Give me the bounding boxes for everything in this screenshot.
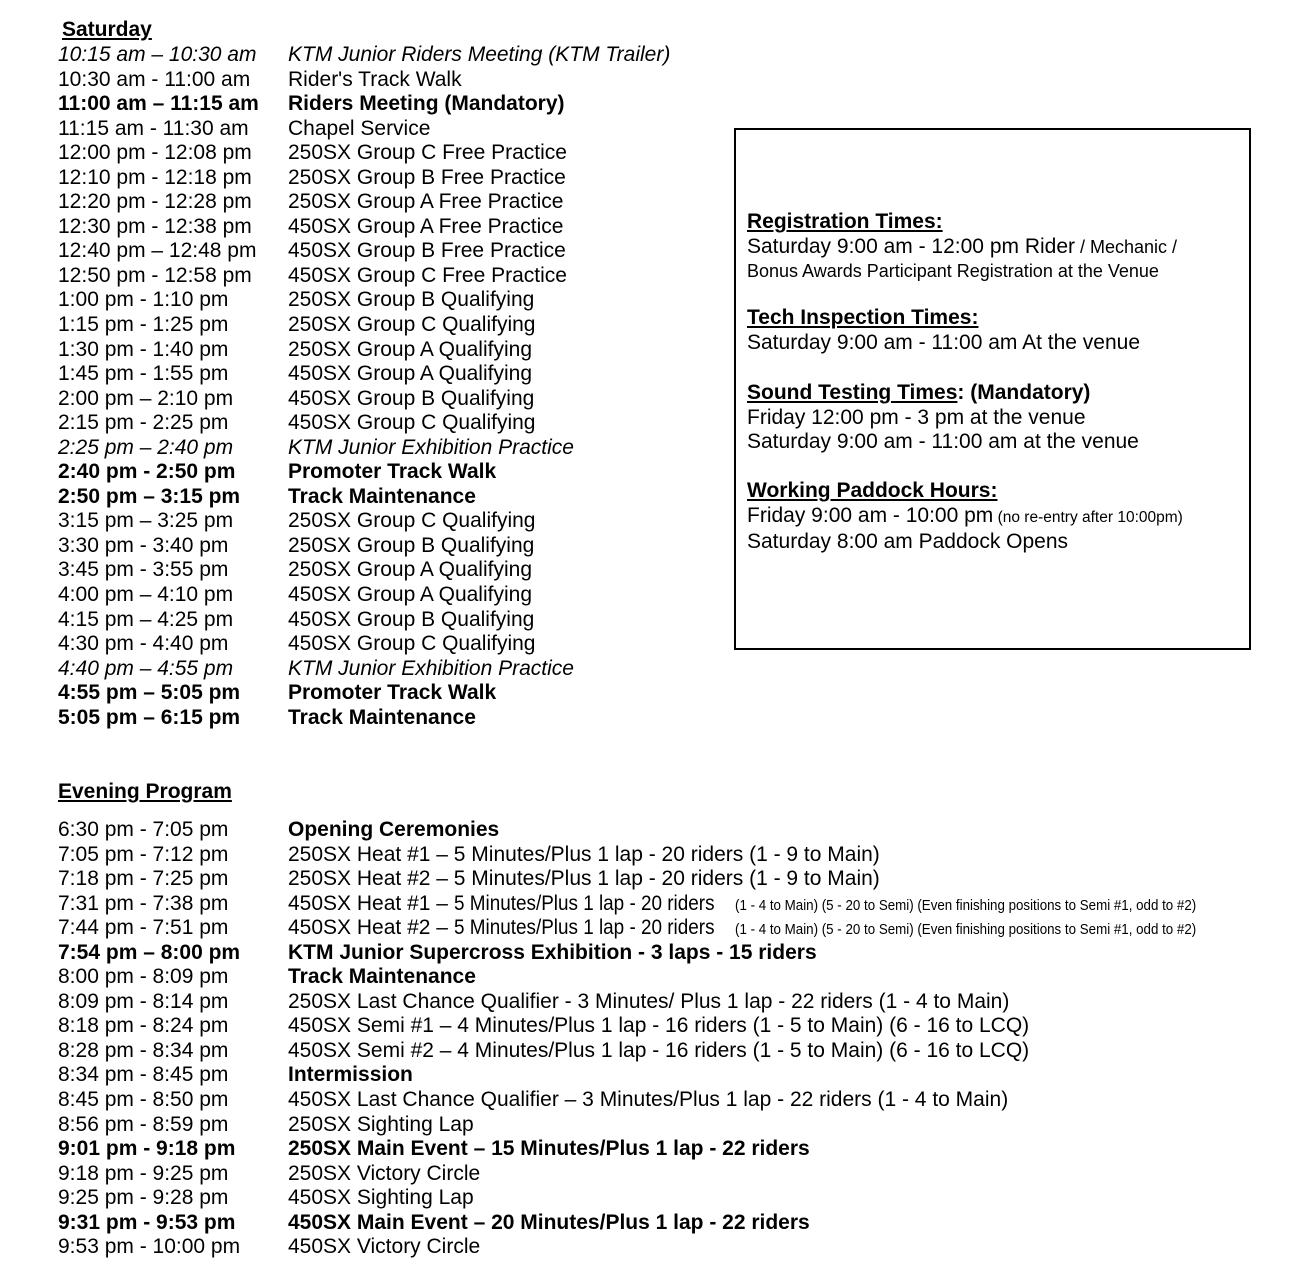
schedule-description	[288, 1014, 1029, 1039]
schedule-description-text: 450SX Group B Free Practice	[288, 239, 566, 263]
registration-section	[747, 210, 1177, 284]
schedule-description-text: 250SX Main Event – 15 Minutes/Plus 1 lap - 22 riders	[288, 1137, 810, 1161]
schedule-time: 9:25 pm - 9:28 pm	[58, 1186, 229, 1210]
schedule-description-text: 450SX Group B Qualifying	[288, 607, 535, 631]
schedule-description-text: Promoter Track Walk	[288, 460, 497, 484]
schedule-description	[288, 411, 535, 436]
schedule-description-text: Promoter Track Walk	[288, 681, 497, 705]
schedule-description	[288, 892, 1237, 919]
schedule-description	[288, 1113, 474, 1138]
schedule-description	[288, 362, 532, 387]
schedule-time: 11:00 am – 11:15 am	[58, 92, 259, 116]
schedule-description-text: Track Maintenance	[288, 484, 476, 508]
schedule-description	[288, 1235, 480, 1260]
schedule-time: 8:18 pm - 8:24 pm	[58, 1014, 229, 1038]
schedule-description-text: 450SX Group B Qualifying	[288, 386, 535, 410]
schedule-description	[288, 239, 566, 264]
schedule-description	[288, 657, 574, 682]
schedule-description	[288, 436, 574, 461]
schedule-description-condensed: 5 Minutes/Plus 1 lap - 20 riders	[453, 916, 715, 940]
schedule-description	[288, 1137, 810, 1162]
schedule-description	[288, 460, 496, 485]
sound-testing-heading-suffix: : (Mandatory)	[957, 381, 1091, 404]
schedule-time: 7:18 pm - 7:25 pm	[58, 867, 229, 891]
paddock-hours-line-1-small: (no re-entry after 10:00pm)	[993, 508, 1183, 526]
schedule-description	[288, 68, 462, 93]
schedule-description	[288, 141, 567, 166]
schedule-description-text: 450SX Last Chance Qualifier – 3 Minutes/Plus 1 lap - 22 riders (1 - 4 to Main)	[288, 1088, 1009, 1112]
registration-line-2-text: Bonus Awards Participant Registration at the Venue	[747, 261, 1159, 281]
schedule-description	[288, 215, 563, 240]
schedule-description-text: 450SX Group A Qualifying	[288, 362, 532, 386]
schedule-time: 8:28 pm - 8:34 pm	[58, 1038, 229, 1062]
schedule-description-text: Riders Meeting (Mandatory)	[288, 92, 565, 116]
schedule-description	[288, 509, 535, 534]
schedule-description-text: 450SX Group A Free Practice	[288, 214, 564, 238]
schedule-note: (1 - 4 to Main) (5 - 20 to Semi) (Even finishing positions to Semi #1, odd to #2)	[735, 922, 1197, 939]
schedule-description-text: 450SX Semi #1 – 4 Minutes/Plus 1 lap - 16 riders (1 - 5 to Main) (6 - 16 to LCQ)	[288, 1014, 1030, 1038]
schedule-time: 7:54 pm – 8:00 pm	[58, 940, 241, 964]
schedule-description-text: 450SX Group A Qualifying	[288, 583, 532, 607]
schedule-description-text: 250SX Group A Free Practice	[288, 190, 564, 214]
schedule-time: 4:55 pm – 5:05 pm	[58, 681, 241, 705]
schedule-time: 2:25 pm – 2:40 pm	[58, 435, 234, 459]
schedule-time: 8:45 pm - 8:50 pm	[58, 1088, 229, 1112]
schedule-description	[288, 1063, 413, 1088]
schedule-time: 1:15 pm - 1:25 pm	[58, 313, 229, 337]
schedule-description-text: 250SX Heat #2 – 5 Minutes/Plus 1 lap - 20 riders (1 - 9 to Main)	[288, 867, 880, 891]
schedule-time: 8:00 pm - 8:09 pm	[58, 965, 229, 989]
schedule-description-text: Track Maintenance	[288, 965, 476, 989]
schedule-time: 12:20 pm - 12:28 pm	[58, 190, 252, 214]
schedule-time: 8:34 pm - 8:45 pm	[58, 1063, 229, 1087]
schedule-description	[288, 190, 563, 215]
schedule-time: 1:45 pm - 1:55 pm	[58, 362, 229, 386]
schedule-description	[288, 264, 567, 289]
schedule-description	[288, 867, 880, 892]
schedule-description-text: 450SX Main Event – 20 Minutes/Plus 1 lap - 22 riders	[288, 1210, 810, 1234]
schedule-description	[288, 558, 532, 583]
schedule-time: 11:15 am - 11:30 am	[58, 116, 249, 140]
schedule-description	[288, 92, 565, 117]
schedule-description-text: 450SX Victory Circle	[288, 1235, 481, 1259]
registration-line-1-small: / Mechanic /	[1075, 236, 1178, 257]
schedule-time: 3:15 pm – 3:25 pm	[58, 509, 234, 533]
schedule-description-text: 250SX Victory Circle	[288, 1161, 481, 1185]
sound-testing-section	[747, 381, 1139, 455]
schedule-description-text: KTM Junior Supercross Exhibition - 3 laps - 15 riders	[288, 940, 817, 964]
sound-testing-line-1: Friday 12:00 pm - 3 pm at the venue	[747, 405, 1086, 429]
schedule-description	[288, 706, 476, 731]
schedule-note: (1 - 4 to Main) (5 - 20 to Semi) (Even finishing positions to Semi #1, odd to #2)	[735, 897, 1197, 914]
schedule-time: 12:50 pm - 12:58 pm	[58, 263, 252, 287]
schedule-description-text: 250SX Group C Qualifying	[288, 509, 536, 533]
tech-inspection-heading: Tech Inspection Times:	[747, 306, 979, 329]
schedule-description	[288, 1162, 480, 1187]
saturday-title: Saturday	[62, 18, 152, 41]
schedule-description-text: 450SX Sighting Lap	[288, 1186, 474, 1210]
schedule-description-text: 250SX Group C Free Practice	[288, 141, 567, 165]
schedule-time: 8:09 pm - 8:14 pm	[58, 989, 229, 1013]
schedule-description	[288, 941, 817, 966]
schedule-description-text: 450SX Group C Free Practice	[288, 263, 567, 287]
schedule-time: 2:40 pm - 2:50 pm	[58, 460, 236, 484]
schedule-description-text: 450SX Group C Qualifying	[288, 632, 536, 656]
schedule-time: 2:15 pm - 2:25 pm	[58, 411, 229, 435]
schedule-description	[288, 387, 534, 412]
paddock-hours-section	[747, 479, 1183, 555]
schedule-description-text: KTM Junior Riders Meeting (KTM Trailer)	[288, 43, 671, 66]
schedule-description	[288, 583, 532, 608]
schedule-description	[288, 534, 534, 559]
schedule-description-text: 450SX Heat #2 –	[288, 916, 448, 940]
schedule-description	[288, 916, 1237, 943]
schedule-time: 5:05 pm – 6:15 pm	[58, 705, 241, 729]
schedule-time: 10:30 am - 11:00 am	[58, 67, 251, 91]
schedule-time: 3:45 pm - 3:55 pm	[58, 558, 229, 582]
schedule-description	[288, 632, 535, 657]
schedule-description	[288, 608, 534, 633]
tech-inspection-section	[747, 306, 1140, 355]
schedule-description-text: 250SX Last Chance Qualifier - 3 Minutes/ Plus 1 lap - 22 riders (1 - 4 to Main)	[288, 989, 1010, 1013]
schedule-description-text: 450SX Heat #1 –	[288, 891, 448, 915]
schedule-time: 9:01 pm - 9:18 pm	[58, 1137, 236, 1161]
schedule-time: 10:15 am – 10:30 am	[58, 43, 257, 66]
schedule-description	[288, 1211, 810, 1236]
schedule-description-text: 250SX Heat #1 – 5 Minutes/Plus 1 lap - 20 riders (1 - 9 to Main)	[288, 842, 880, 866]
sound-testing-heading-text: Sound Testing Times	[747, 381, 958, 404]
schedule-description-text: 450SX Group C Qualifying	[288, 411, 536, 435]
schedule-time: 9:18 pm - 9:25 pm	[58, 1161, 229, 1185]
registration-heading: Registration Times:	[747, 210, 943, 233]
schedule-time: 2:50 pm – 3:15 pm	[58, 484, 241, 508]
schedule-time: 12:10 pm - 12:18 pm	[58, 165, 252, 189]
schedule-time: 7:44 pm - 7:51 pm	[58, 916, 229, 940]
schedule-time: 1:00 pm - 1:10 pm	[58, 288, 229, 312]
schedule-description	[288, 485, 476, 510]
schedule-description-text: Intermission	[288, 1063, 413, 1087]
schedule-description	[288, 43, 670, 68]
schedule-time: 7:31 pm - 7:38 pm	[58, 891, 229, 915]
schedule-description-text: Chapel Service	[288, 116, 431, 140]
schedule-description-text: Track Maintenance	[288, 705, 476, 729]
schedule-time: 7:05 pm - 7:12 pm	[58, 842, 229, 866]
schedule-time: 4:00 pm – 4:10 pm	[58, 583, 234, 607]
schedule-time: 4:15 pm – 4:25 pm	[58, 607, 234, 631]
schedule-description-text: KTM Junior Exhibition Practice	[288, 435, 574, 459]
schedule-description	[288, 338, 532, 363]
schedule-description-text: 250SX Sighting Lap	[288, 1112, 474, 1136]
schedule-time: 1:30 pm - 1:40 pm	[58, 337, 229, 361]
schedule-time: 9:31 pm - 9:53 pm	[58, 1210, 236, 1234]
schedule-description	[288, 313, 535, 338]
schedule-description-text: 450SX Semi #2 – 4 Minutes/Plus 1 lap - 16 riders (1 - 5 to Main) (6 - 16 to LCQ)	[288, 1038, 1030, 1062]
sound-testing-line-2: Saturday 9:00 am - 11:00 am at the venue	[747, 430, 1139, 453]
schedule-time: 4:30 pm - 4:40 pm	[58, 632, 229, 656]
schedule-description	[288, 1088, 1008, 1113]
schedule-description-text: 250SX Group B Free Practice	[288, 165, 566, 189]
schedule-description	[288, 818, 499, 843]
registration-line-2	[747, 259, 1177, 284]
paddock-hours-line-1	[747, 504, 1183, 531]
schedule-description-text: 250SX Group B Qualifying	[288, 533, 535, 557]
schedule-description-text: 250SX Group A Qualifying	[288, 337, 532, 361]
schedule-description	[288, 166, 566, 191]
schedule-description-condensed: 5 Minutes/Plus 1 lap - 20 riders	[453, 891, 715, 915]
schedule-description-text: 250SX Group A Qualifying	[288, 558, 532, 582]
evening-program-title: Evening Program	[58, 780, 232, 803]
info-box	[734, 128, 1251, 650]
schedule-description	[288, 1039, 1029, 1064]
schedule-time: 12:40 pm – 12:48 pm	[58, 239, 257, 263]
paddock-hours-line-1-main: Friday 9:00 am - 10:00 pm	[747, 503, 994, 527]
schedule-description	[288, 117, 430, 142]
schedule-description	[288, 681, 496, 706]
registration-line-1-main: Saturday 9:00 am - 12:00 pm Rider	[747, 234, 1076, 258]
tech-inspection-line-1: Saturday 9:00 am - 11:00 am At the venue	[747, 330, 1141, 354]
schedule-time: 6:30 pm - 7:05 pm	[58, 818, 229, 841]
schedule-description-text: Opening Ceremonies	[288, 818, 500, 841]
schedule-time: 12:30 pm - 12:38 pm	[58, 214, 252, 238]
schedule-time: 2:00 pm – 2:10 pm	[58, 386, 234, 410]
schedule-description-text: Rider's Track Walk	[288, 67, 462, 91]
schedule-description	[288, 965, 476, 990]
paddock-hours-line-2: Saturday 8:00 am Paddock Opens	[747, 530, 1069, 553]
schedule-description-text: 250SX Group C Qualifying	[288, 313, 536, 337]
schedule-description	[288, 843, 880, 868]
schedule-time: 12:00 pm - 12:08 pm	[58, 141, 252, 165]
schedule-time: 4:40 pm – 4:55 pm	[58, 656, 234, 680]
schedule-description-text: 250SX Group B Qualifying	[288, 288, 535, 312]
sound-testing-heading	[747, 381, 1139, 406]
schedule-time: 3:30 pm - 3:40 pm	[58, 533, 229, 557]
schedule-time: 9:53 pm - 10:00 pm	[58, 1235, 241, 1259]
schedule-description	[288, 288, 534, 313]
schedule-description	[288, 990, 1009, 1015]
paddock-hours-heading: Working Paddock Hours:	[747, 479, 998, 502]
schedule-time: 8:56 pm - 8:59 pm	[58, 1112, 229, 1136]
schedule-description	[288, 1186, 474, 1211]
schedule-description-text: KTM Junior Exhibition Practice	[288, 656, 574, 680]
registration-line-1	[747, 235, 1177, 260]
